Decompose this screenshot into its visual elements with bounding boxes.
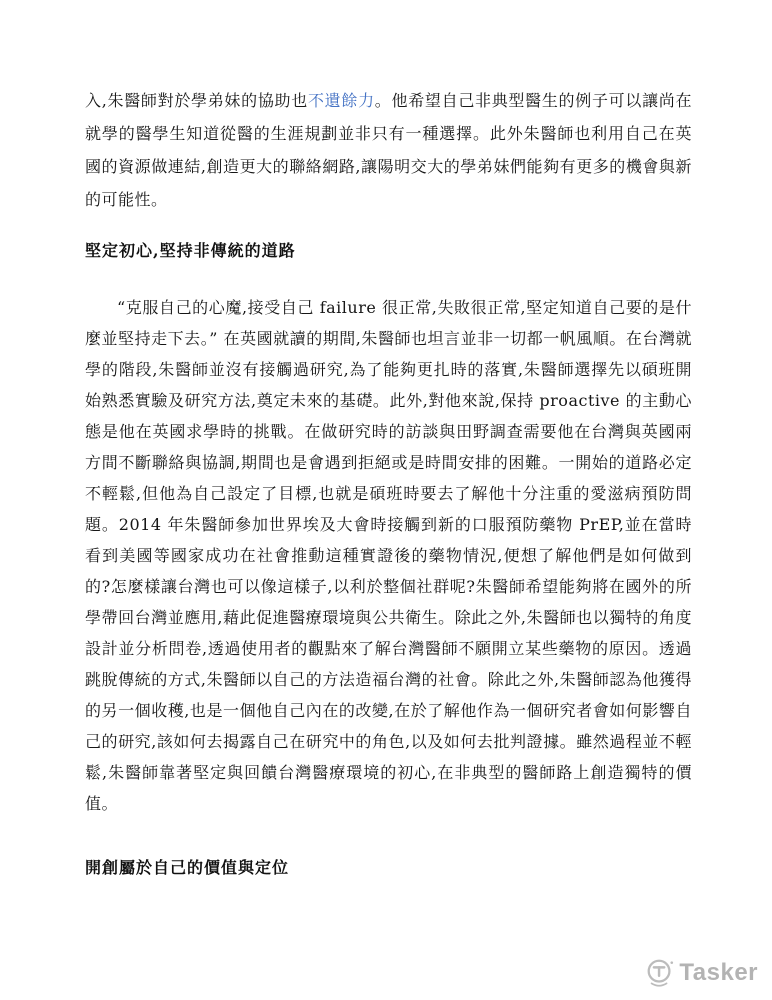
document-content [85, 84, 692, 879]
para1-text-before-link: 入,朱醫師對於學弟妹的協助也 [85, 91, 308, 110]
tasker-wordmark: Tasker [679, 959, 758, 986]
tasker-watermark [644, 956, 758, 990]
tasker-logo-icon [644, 956, 676, 990]
para1-text-after-link: 。他希望自己非典型醫生的例子可以讓尚在就學的醫學生知道從醫的生涯規劃並非只有一種選擇。此外朱醫師也利用自己在英國的資源做連結,創造更大的聯絡網路,讓陽明交大的學弟妹們能夠有更多的機會與新的可能性。 [85, 91, 692, 209]
para1-hyperlink[interactable]: 不遺餘力 [307, 91, 375, 110]
section-heading-value: 開創屬於自己的價值與定位 [85, 858, 290, 877]
section-heading-persistence: 堅定初心,堅持非傳統的道路 [85, 241, 296, 260]
paragraph-main: “克服自己的心魔,接受自己 failure 很正常,失敗很正常,堅定知道自己要的是什麼並堅持走下去。” 在英國就讀的期間,朱醫師也坦言並非一切都一帆風順。在台灣就學的階段,朱醫師並沒有接觸過研究,為了能夠更扎時的落實,朱醫師選擇先以碩班開始熟悉實驗及研究方法,奠定未來的基礎。此外,對他來說,保持 proactive 的主動心態是他在英國求學時的挑戰。在做研究時的訪談與田野調查需要他在台灣與英國兩方間不斷聯絡與協調,期間也是會遇到拒絕或是時間安排的困難。一開始的道路必定不輕鬆,但他為自己設定了目標,也就是碩班時要去了解他十分注重的愛滋病預防問題。2014 年朱醫師參加世界埃及大會時接觸到新的口服預防藥物 PrEP,並在當時看到美國等國家成功在社會推動這種實證後的藥物情況,便想了解他們是如何做到的?怎麼樣讓台灣也可以像這樣子,以利於整個社群呢?朱醫師希望能夠將在國外的所學帶回台灣並應用,藉此促進醫療環境與公共衛生。除此之外,朱醫師也以獨特的角度設計並分析問卷,透過使用者的觀點來了解台灣醫師不願開立某些藥物的原因。透過跳脫傳統的方式,朱醫師以自己的方法造福台灣的社會。除此之外,朱醫師認為他獲得的另一個收穫,也是一個他自己內在的改變,在於了解他作為一個研究者會如何影響自己的研究,該如何去揭露自己在研究中的角色,以及如何去批判證據。雖然過程並不輕鬆,朱醫師靠著堅定與回饋台灣醫療環境的初心,在非典型的醫師路上創造獨特的價值。 [85, 298, 692, 813]
paragraph-continuation [85, 84, 692, 216]
